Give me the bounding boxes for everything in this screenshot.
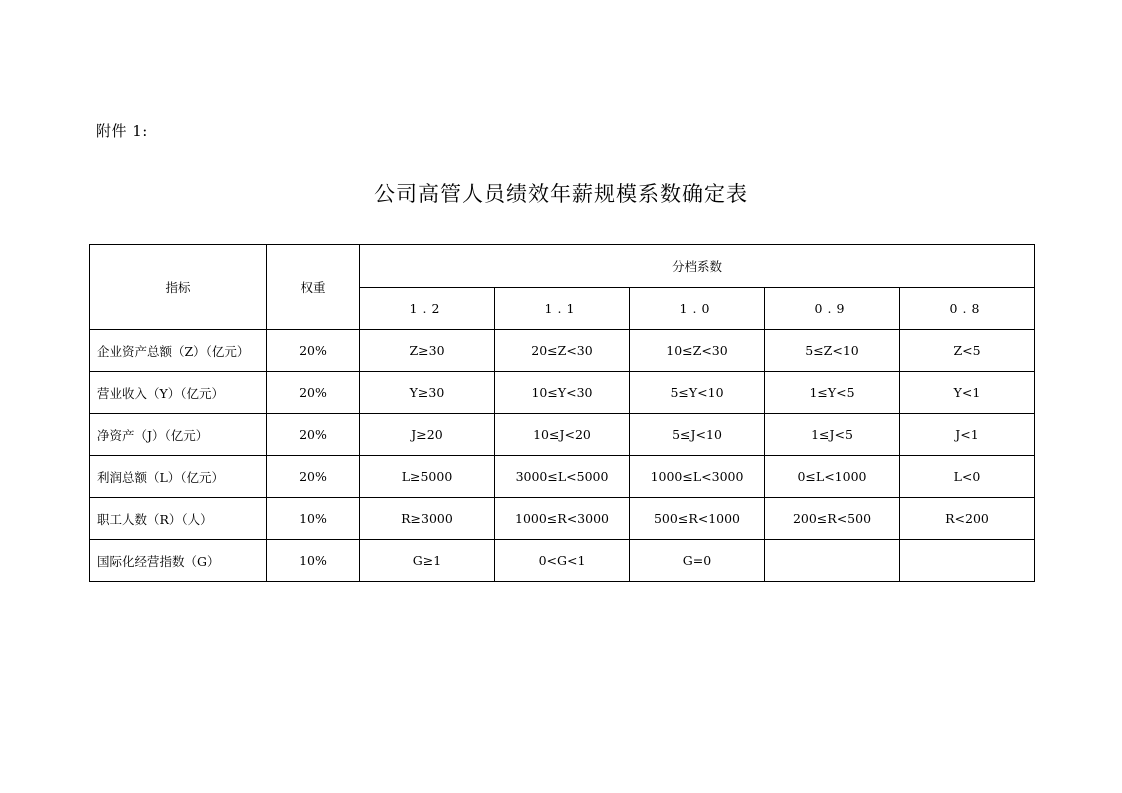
value-cell: 1000≤R<3000 bbox=[495, 498, 630, 540]
value-cell bbox=[900, 540, 1035, 582]
indicator-cell: 企业资产总额（Z）（亿元） bbox=[90, 330, 267, 372]
value-cell: Y<1 bbox=[900, 372, 1035, 414]
value-cell: 20≤Z<30 bbox=[495, 330, 630, 372]
table-row bbox=[90, 498, 1035, 540]
value-cell: 0≤L<1000 bbox=[765, 456, 900, 498]
weight-cell: 10% bbox=[267, 540, 360, 582]
value-cell: J≥20 bbox=[360, 414, 495, 456]
tier-header: 1.2 bbox=[360, 288, 495, 330]
weight-cell: 20% bbox=[267, 372, 360, 414]
tier-header: 1.0 bbox=[630, 288, 765, 330]
indicator-cell: 职工人数（R）（人） bbox=[90, 498, 267, 540]
value-cell: Z<5 bbox=[900, 330, 1035, 372]
tier-header: 1.1 bbox=[495, 288, 630, 330]
weight-cell: 20% bbox=[267, 330, 360, 372]
value-cell: Y≥30 bbox=[360, 372, 495, 414]
table-row bbox=[90, 372, 1035, 414]
value-cell: 10≤J<20 bbox=[495, 414, 630, 456]
value-cell: 1000≤L<3000 bbox=[630, 456, 765, 498]
value-cell bbox=[765, 540, 900, 582]
value-cell: J<1 bbox=[900, 414, 1035, 456]
value-cell: G=0 bbox=[630, 540, 765, 582]
value-cell: 10≤Y<30 bbox=[495, 372, 630, 414]
weight-cell: 20% bbox=[267, 414, 360, 456]
indicator-cell: 利润总额（L）（亿元） bbox=[90, 456, 267, 498]
table-row bbox=[90, 330, 1035, 372]
tier-header: 0.8 bbox=[900, 288, 1035, 330]
indicator-cell: 营业收入（Y）（亿元） bbox=[90, 372, 267, 414]
value-cell: 5≤J<10 bbox=[630, 414, 765, 456]
value-cell: R<200 bbox=[900, 498, 1035, 540]
value-cell: Z≥30 bbox=[360, 330, 495, 372]
header-indicator: 指标 bbox=[90, 245, 267, 330]
value-cell: L<0 bbox=[900, 456, 1035, 498]
value-cell: 1≤Y<5 bbox=[765, 372, 900, 414]
coefficient-table bbox=[89, 244, 1035, 582]
value-cell: 500≤R<1000 bbox=[630, 498, 765, 540]
value-cell: L≥5000 bbox=[360, 456, 495, 498]
value-cell: 1≤J<5 bbox=[765, 414, 900, 456]
value-cell: R≥3000 bbox=[360, 498, 495, 540]
table-row bbox=[90, 414, 1035, 456]
tier-header: 0.9 bbox=[765, 288, 900, 330]
weight-cell: 20% bbox=[267, 456, 360, 498]
value-cell: 5≤Y<10 bbox=[630, 372, 765, 414]
weight-cell: 10% bbox=[267, 498, 360, 540]
indicator-cell: 国际化经营指数（G） bbox=[90, 540, 267, 582]
attachment-label: 附件 1: bbox=[96, 122, 148, 140]
value-cell: 200≤R<500 bbox=[765, 498, 900, 540]
table-row bbox=[90, 540, 1035, 582]
document-title: 公司高管人员绩效年薪规模系数确定表 bbox=[374, 182, 748, 206]
indicator-cell: 净资产（J）（亿元） bbox=[90, 414, 267, 456]
header-tier-coefficient: 分档系数 bbox=[360, 245, 1035, 288]
value-cell: 3000≤L<5000 bbox=[495, 456, 630, 498]
table-row bbox=[90, 456, 1035, 498]
value-cell: G≥1 bbox=[360, 540, 495, 582]
value-cell: 0<G<1 bbox=[495, 540, 630, 582]
value-cell: 10≤Z<30 bbox=[630, 330, 765, 372]
value-cell: 5≤Z<10 bbox=[765, 330, 900, 372]
header-weight: 权重 bbox=[267, 245, 360, 330]
